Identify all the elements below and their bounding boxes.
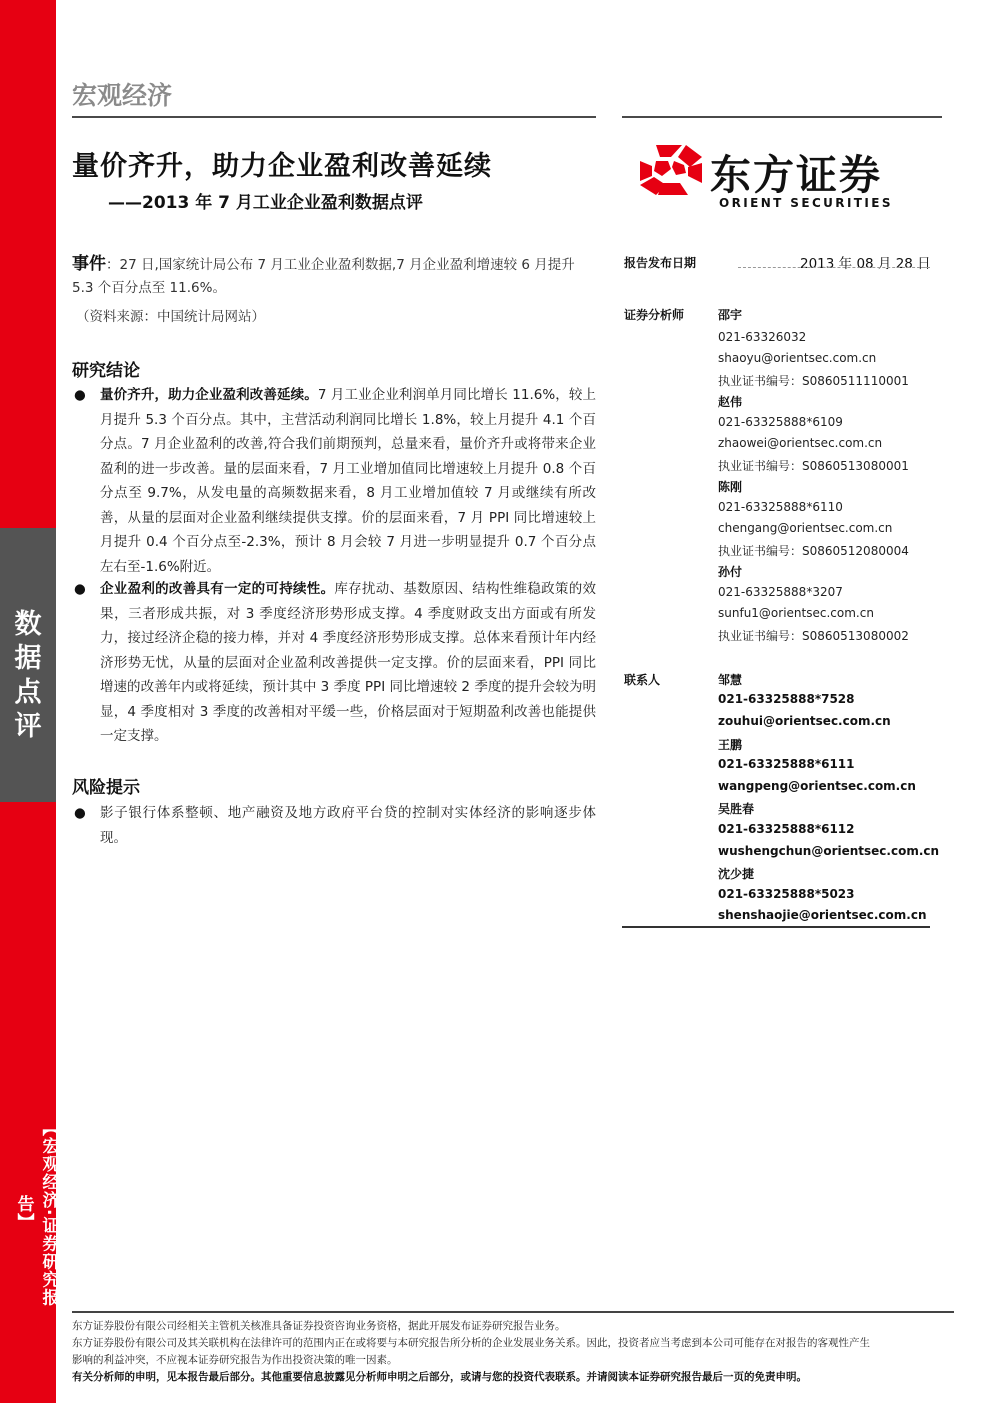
contact-email[interactable]: wangpeng@orientsec.com.cn (718, 779, 916, 793)
pub-date-divider (738, 267, 930, 268)
conclusion-bullet-2 (100, 577, 596, 749)
sidebar-report-type (0, 608, 56, 744)
header-rule-left (72, 116, 596, 118)
footer-line-2: 东方证券股份有限公司及其关联机构在法律许可的范围内正在或将要与本研究报告所分析的企业发展业务关系。因此，投资者应当考虑到本公司可能存在对报告的客观性产生 (72, 1337, 870, 1349)
report-subtitle: ——2013 年 7 月工业企业盈利数据点评 (108, 193, 423, 213)
event-label: 事件 (72, 254, 106, 274)
event-paragraph (72, 253, 596, 300)
contact-name: 吴胜春 (718, 802, 755, 816)
event-source: （资料来源：中国统计局网站） (76, 309, 265, 325)
analyst-name: 陈刚 (718, 480, 743, 494)
risk-heading: 风险提示 (72, 778, 140, 798)
footer-disclaimer: 有关分析师的申明，见本报告最后部分。其他重要信息披露见分析师申明之后部分，或请与您的投资代表联系。并请阅读本证券研究报告最后一页的免责申明。 (72, 1371, 807, 1383)
conclusion-bullet-1-text: 7 月工业企业利润单月同比增长 11.6%，较上月提升 5.3 个百分点。其中，主营活动利润同比增长 1.8%，较上月提升 4.1 个百分点。7 月企业盈利的改善,符合我们前期预判，总量来看，量价齐升或将带来企业盈利的进一步改善。量的层面来看，7 月工业增加值同比增速较上月提升 0.8 个百分点至 9.7%，从发电量的高频数据来看，8 月工业增加值较 7 月或继续有所改善，从量的层面对企业盈利继续提供支撑。价的层面来看，7 月 PPI 同比增速较上月提升 0.4 个百分点至-2.3%，预计 8 月会较 7 月进一步明显提升 0.7 个百分点左右至-1.6%附近。 (100, 387, 597, 575)
conclusion-bullet-1-bold: 量价齐升，助力企业盈利改善延续。 (100, 387, 318, 403)
risk-bullet-1: 影子银行体系整顿、地产融资及地方政府平台贷的控制对实体经济的影响逐步体现。 (100, 805, 596, 846)
analyst-email[interactable]: sunfu1@orientsec.com.cn (718, 606, 874, 620)
footer-line-3: 影响的利益冲突，不应视本证券研究报告为作出投资决策的唯一因素。 (72, 1354, 398, 1366)
pub-date-label: 报告发布日期 (624, 256, 697, 270)
analyst-cert: 执业证书编号：S0860512080004 (718, 544, 909, 558)
contacts-bottom-rule (622, 926, 930, 928)
analyst-email[interactable]: shaoyu@orientsec.com.cn (718, 351, 877, 365)
analyst-name: 孙付 (718, 565, 743, 579)
analyst-name: 邵宇 (718, 308, 743, 322)
report-category: 宏观经济 (72, 81, 173, 110)
contact-email[interactable]: shenshaojie@orientsec.com.cn (718, 908, 927, 922)
conclusion-bullet-2-bold: 企业盈利的改善具有一定的可持续性。 (100, 581, 335, 597)
analyst-phone: 021-63325888*3207 (718, 585, 843, 599)
contact-phone: 021-63325888*6112 (718, 822, 855, 836)
conclusion-bullet-2-text: 库存扰动、基数原因、结构性维稳政策的效果，三者形成共振，对 3 季度经济形势形成支撑。4 季度财政支出方面或有所发力，接过经济企稳的接力棒，并对 4 季度经济形势形成支撑。总体来看预计年内经济形势无忧，从量的层面对企业盈利改善提供一定支撑。价的层面来看，PPI 同比增速的改善年内或将延续，预计其中 3 季度 PPI 同比增速较 2 季度的提升会较为明显，4 季度相对 3 季度的改善相对平缓一些，价格层面对于短期盈利改善也能提供一定支撑。 (100, 581, 597, 744)
sidebar-red-top (0, 0, 56, 528)
pub-date: 2013 年 08 月 28 日 (800, 256, 931, 272)
analyst-phone: 021-63326032 (718, 330, 807, 344)
analyst-cert: 执业证书编号：S0860511110001 (718, 374, 909, 388)
bullet-icon: ● (74, 581, 86, 597)
contact-name: 王鹏 (718, 738, 743, 752)
analyst-cert: 执业证书编号：S0860513080002 (718, 629, 909, 643)
contact-phone: 021-63325888*5023 (718, 887, 855, 901)
contact-email[interactable]: wushengchun@orientsec.com.cn (718, 844, 940, 858)
brand-name-cn: 东方证券 (710, 151, 882, 199)
analyst-name: 赵伟 (718, 395, 743, 409)
report-title: 量价齐升，助力企业盈利改善延续 (72, 151, 492, 182)
conclusion-bullet-1 (100, 383, 596, 579)
analyst-email[interactable]: chengang@orientsec.com.cn (718, 521, 893, 535)
bullet-icon: ● (74, 805, 86, 821)
event-text: ：27 日,国家统计局公布 7 月工业企业盈利数据,7 月企业盈利增速较 6 月提升 5.3 个百分点至 11.6%。 (72, 257, 575, 296)
contact-name: 沈少捷 (718, 867, 755, 881)
sidebar-report-type-text: 数据点评 (14, 609, 42, 742)
footer-line-1: 东方证券股份有限公司经相关主管机关核准具备证券投资咨询业务资格，据此开展发布证券研究报告业务。 (72, 1320, 566, 1332)
conclusion-heading: 研究结论 (72, 361, 140, 381)
analyst-label: 证券分析师 (624, 308, 685, 322)
header-rule-right (622, 116, 942, 118)
contact-name: 邹慧 (718, 673, 743, 687)
contact-phone: 021-63325888*7528 (718, 692, 855, 706)
contact-label: 联系人 (624, 673, 661, 687)
contact-phone: 021-63325888*6111 (718, 757, 855, 771)
analyst-email[interactable]: zhaowei@orientsec.com.cn (718, 436, 883, 450)
analyst-phone: 021-63325888*6110 (718, 500, 843, 514)
contact-email[interactable]: zouhui@orientsec.com.cn (718, 714, 891, 728)
sidebar-vertical-label: 【宏观经济·证券研究报告】 (13, 1119, 59, 1307)
orient-logo-icon (638, 143, 704, 197)
analyst-phone: 021-63325888*6109 (718, 415, 843, 429)
footer-rule (72, 1311, 954, 1313)
brand-name-en: ORIENT SECURITIES (719, 196, 893, 210)
analyst-cert: 执业证书编号：S0860513080001 (718, 459, 909, 473)
bullet-icon: ● (74, 387, 86, 403)
